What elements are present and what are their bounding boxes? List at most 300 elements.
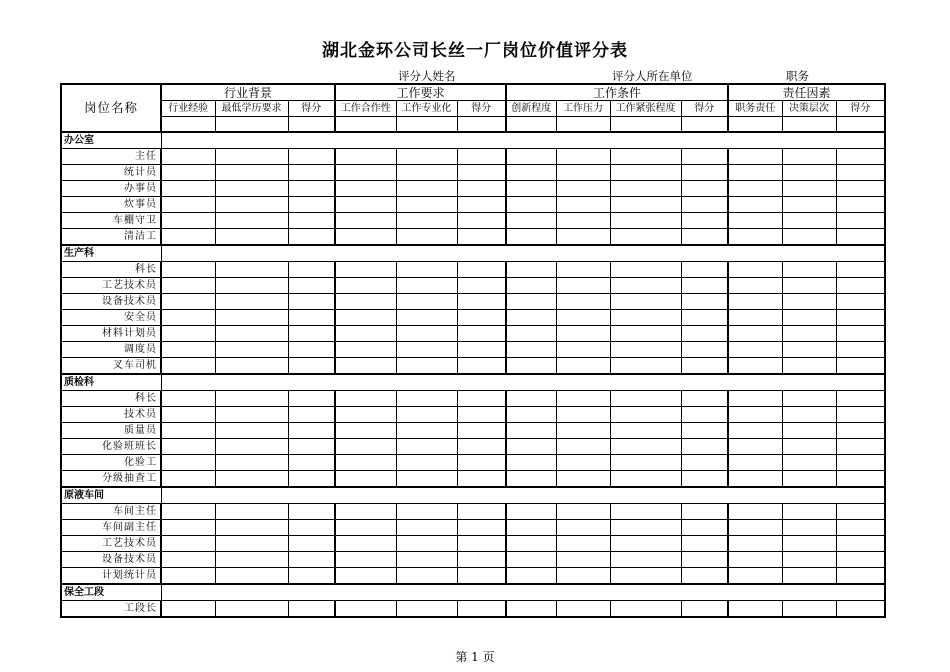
score-cell[interactable] — [161, 326, 215, 342]
score-cell[interactable] — [836, 165, 885, 181]
score-cell[interactable] — [457, 197, 506, 213]
score-cell[interactable] — [396, 326, 457, 342]
score-cell[interactable] — [161, 568, 215, 585]
score-cell[interactable] — [506, 197, 556, 213]
score-cell[interactable] — [335, 391, 396, 407]
score-cell[interactable] — [288, 536, 335, 552]
score-cell[interactable] — [836, 181, 885, 197]
score-cell[interactable] — [556, 181, 610, 197]
score-cell[interactable] — [610, 439, 681, 455]
score-cell[interactable] — [161, 358, 215, 375]
score-cell[interactable] — [556, 165, 610, 181]
score-cell[interactable] — [836, 213, 885, 229]
score-cell[interactable] — [728, 601, 782, 618]
score-cell[interactable] — [836, 439, 885, 455]
score-cell[interactable] — [288, 278, 335, 294]
score-cell[interactable] — [728, 471, 782, 488]
score-cell[interactable] — [610, 149, 681, 165]
score-cell[interactable] — [836, 342, 885, 358]
score-cell[interactable] — [396, 310, 457, 326]
score-cell[interactable] — [556, 342, 610, 358]
score-cell[interactable] — [161, 197, 215, 213]
score-cell[interactable] — [556, 552, 610, 568]
score-cell[interactable] — [215, 197, 288, 213]
score-cell[interactable] — [396, 439, 457, 455]
score-cell[interactable] — [335, 504, 396, 520]
score-cell[interactable] — [681, 423, 728, 439]
score-cell[interactable] — [506, 423, 556, 439]
score-cell[interactable] — [215, 520, 288, 536]
score-cell[interactable] — [782, 439, 836, 455]
score-cell[interactable] — [610, 213, 681, 229]
score-cell[interactable] — [161, 278, 215, 294]
score-cell[interactable] — [728, 536, 782, 552]
score-cell[interactable] — [215, 455, 288, 471]
score-cell[interactable] — [782, 149, 836, 165]
score-cell[interactable] — [506, 536, 556, 552]
score-cell[interactable] — [215, 342, 288, 358]
score-cell[interactable] — [728, 439, 782, 455]
score-cell[interactable] — [681, 165, 728, 181]
score-cell[interactable] — [610, 504, 681, 520]
score-cell[interactable] — [556, 294, 610, 310]
score-cell[interactable] — [728, 504, 782, 520]
score-cell[interactable] — [836, 423, 885, 439]
score-cell[interactable] — [215, 536, 288, 552]
score-cell[interactable] — [396, 262, 457, 278]
score-cell[interactable] — [288, 520, 335, 536]
score-cell[interactable] — [288, 552, 335, 568]
score-cell[interactable] — [396, 181, 457, 197]
score-cell[interactable] — [215, 181, 288, 197]
score-cell[interactable] — [681, 326, 728, 342]
score-cell[interactable] — [506, 326, 556, 342]
score-cell[interactable] — [782, 358, 836, 375]
score-cell[interactable] — [610, 294, 681, 310]
score-cell[interactable] — [836, 601, 885, 618]
score-cell[interactable] — [610, 197, 681, 213]
score-cell[interactable] — [457, 358, 506, 375]
score-cell[interactable] — [681, 278, 728, 294]
score-cell[interactable] — [506, 439, 556, 455]
score-cell[interactable] — [728, 278, 782, 294]
score-cell[interactable] — [782, 504, 836, 520]
score-cell[interactable] — [396, 229, 457, 246]
score-cell[interactable] — [681, 568, 728, 585]
score-cell[interactable] — [288, 455, 335, 471]
score-cell[interactable] — [556, 439, 610, 455]
score-cell[interactable] — [457, 504, 506, 520]
score-cell[interactable] — [506, 552, 556, 568]
score-cell[interactable] — [728, 342, 782, 358]
score-cell[interactable] — [161, 520, 215, 536]
score-cell[interactable] — [610, 278, 681, 294]
score-cell[interactable] — [335, 455, 396, 471]
score-cell[interactable] — [681, 552, 728, 568]
score-cell[interactable] — [335, 536, 396, 552]
score-cell[interactable] — [457, 310, 506, 326]
score-cell[interactable] — [728, 552, 782, 568]
score-cell[interactable] — [782, 181, 836, 197]
score-cell[interactable] — [506, 213, 556, 229]
score-cell[interactable] — [728, 197, 782, 213]
score-cell[interactable] — [681, 536, 728, 552]
score-cell[interactable] — [457, 439, 506, 455]
score-cell[interactable] — [288, 165, 335, 181]
score-cell[interactable] — [681, 407, 728, 423]
score-cell[interactable] — [836, 310, 885, 326]
score-cell[interactable] — [681, 229, 728, 246]
score-cell[interactable] — [506, 310, 556, 326]
score-cell[interactable] — [556, 197, 610, 213]
score-cell[interactable] — [728, 407, 782, 423]
score-cell[interactable] — [335, 181, 396, 197]
score-cell[interactable] — [215, 471, 288, 488]
score-cell[interactable] — [288, 601, 335, 618]
score-cell[interactable] — [396, 165, 457, 181]
score-cell[interactable] — [288, 358, 335, 375]
score-cell[interactable] — [506, 181, 556, 197]
score-cell[interactable] — [335, 165, 396, 181]
score-cell[interactable] — [335, 213, 396, 229]
score-cell[interactable] — [457, 149, 506, 165]
score-cell[interactable] — [215, 229, 288, 246]
score-cell[interactable] — [161, 455, 215, 471]
score-cell[interactable] — [681, 342, 728, 358]
score-cell[interactable] — [728, 391, 782, 407]
score-cell[interactable] — [506, 278, 556, 294]
score-cell[interactable] — [681, 520, 728, 536]
score-cell[interactable] — [556, 520, 610, 536]
score-cell[interactable] — [215, 310, 288, 326]
score-cell[interactable] — [610, 423, 681, 439]
score-cell[interactable] — [782, 165, 836, 181]
score-cell[interactable] — [506, 262, 556, 278]
score-cell[interactable] — [215, 504, 288, 520]
score-cell[interactable] — [782, 342, 836, 358]
score-cell[interactable] — [396, 601, 457, 618]
score-cell[interactable] — [161, 310, 215, 326]
score-cell[interactable] — [728, 520, 782, 536]
score-cell[interactable] — [457, 568, 506, 585]
score-cell[interactable] — [457, 165, 506, 181]
score-cell[interactable] — [335, 197, 396, 213]
score-cell[interactable] — [836, 197, 885, 213]
score-cell[interactable] — [161, 181, 215, 197]
score-cell[interactable] — [610, 601, 681, 618]
score-cell[interactable] — [161, 407, 215, 423]
score-cell[interactable] — [457, 391, 506, 407]
score-cell[interactable] — [161, 471, 215, 488]
score-cell[interactable] — [506, 342, 556, 358]
score-cell[interactable] — [836, 504, 885, 520]
score-cell[interactable] — [288, 262, 335, 278]
score-cell[interactable] — [728, 455, 782, 471]
score-cell[interactable] — [836, 536, 885, 552]
score-cell[interactable] — [782, 197, 836, 213]
score-cell[interactable] — [335, 342, 396, 358]
score-cell[interactable] — [728, 165, 782, 181]
score-cell[interactable] — [288, 504, 335, 520]
score-cell[interactable] — [215, 407, 288, 423]
score-cell[interactable] — [335, 552, 396, 568]
score-cell[interactable] — [610, 391, 681, 407]
score-cell[interactable] — [556, 391, 610, 407]
score-cell[interactable] — [288, 439, 335, 455]
score-cell[interactable] — [288, 423, 335, 439]
score-cell[interactable] — [556, 407, 610, 423]
score-cell[interactable] — [161, 342, 215, 358]
score-cell[interactable] — [836, 568, 885, 585]
score-cell[interactable] — [556, 601, 610, 618]
score-cell[interactable] — [782, 568, 836, 585]
score-cell[interactable] — [782, 326, 836, 342]
score-cell[interactable] — [681, 262, 728, 278]
score-cell[interactable] — [610, 165, 681, 181]
score-cell[interactable] — [288, 471, 335, 488]
score-cell[interactable] — [396, 407, 457, 423]
score-cell[interactable] — [288, 326, 335, 342]
score-cell[interactable] — [506, 391, 556, 407]
score-cell[interactable] — [161, 439, 215, 455]
score-cell[interactable] — [728, 423, 782, 439]
score-cell[interactable] — [782, 601, 836, 618]
score-cell[interactable] — [215, 294, 288, 310]
score-cell[interactable] — [457, 601, 506, 618]
score-cell[interactable] — [457, 536, 506, 552]
score-cell[interactable] — [556, 229, 610, 246]
score-cell[interactable] — [556, 310, 610, 326]
score-cell[interactable] — [215, 278, 288, 294]
score-cell[interactable] — [457, 471, 506, 488]
score-cell[interactable] — [506, 294, 556, 310]
score-cell[interactable] — [782, 262, 836, 278]
score-cell[interactable] — [728, 213, 782, 229]
score-cell[interactable] — [335, 568, 396, 585]
score-cell[interactable] — [335, 294, 396, 310]
score-cell[interactable] — [782, 552, 836, 568]
score-cell[interactable] — [335, 601, 396, 618]
score-cell[interactable] — [782, 455, 836, 471]
score-cell[interactable] — [681, 213, 728, 229]
score-cell[interactable] — [457, 520, 506, 536]
score-cell[interactable] — [215, 358, 288, 375]
score-cell[interactable] — [610, 568, 681, 585]
score-cell[interactable] — [161, 213, 215, 229]
score-cell[interactable] — [836, 520, 885, 536]
score-cell[interactable] — [610, 262, 681, 278]
score-cell[interactable] — [610, 310, 681, 326]
score-cell[interactable] — [335, 407, 396, 423]
score-cell[interactable] — [782, 423, 836, 439]
score-cell[interactable] — [215, 439, 288, 455]
score-cell[interactable] — [610, 455, 681, 471]
score-cell[interactable] — [457, 326, 506, 342]
score-cell[interactable] — [161, 229, 215, 246]
score-cell[interactable] — [335, 423, 396, 439]
score-cell[interactable] — [396, 423, 457, 439]
score-cell[interactable] — [728, 294, 782, 310]
score-cell[interactable] — [681, 471, 728, 488]
score-cell[interactable] — [556, 358, 610, 375]
score-cell[interactable] — [215, 213, 288, 229]
score-cell[interactable] — [556, 423, 610, 439]
score-cell[interactable] — [556, 262, 610, 278]
score-cell[interactable] — [457, 278, 506, 294]
score-cell[interactable] — [681, 455, 728, 471]
score-cell[interactable] — [161, 165, 215, 181]
score-cell[interactable] — [836, 326, 885, 342]
score-cell[interactable] — [506, 568, 556, 585]
score-cell[interactable] — [610, 552, 681, 568]
score-cell[interactable] — [396, 552, 457, 568]
score-cell[interactable] — [506, 504, 556, 520]
score-cell[interactable] — [288, 229, 335, 246]
score-cell[interactable] — [836, 407, 885, 423]
score-cell[interactable] — [288, 342, 335, 358]
score-cell[interactable] — [836, 471, 885, 488]
score-cell[interactable] — [836, 229, 885, 246]
score-cell[interactable] — [782, 213, 836, 229]
score-cell[interactable] — [610, 471, 681, 488]
score-cell[interactable] — [681, 149, 728, 165]
score-cell[interactable] — [556, 326, 610, 342]
score-cell[interactable] — [457, 407, 506, 423]
score-cell[interactable] — [506, 407, 556, 423]
score-cell[interactable] — [506, 358, 556, 375]
score-cell[interactable] — [457, 229, 506, 246]
score-cell[interactable] — [215, 165, 288, 181]
score-cell[interactable] — [396, 504, 457, 520]
score-cell[interactable] — [506, 455, 556, 471]
score-cell[interactable] — [457, 213, 506, 229]
score-cell[interactable] — [396, 358, 457, 375]
score-cell[interactable] — [681, 391, 728, 407]
score-cell[interactable] — [457, 181, 506, 197]
score-cell[interactable] — [335, 310, 396, 326]
score-cell[interactable] — [288, 407, 335, 423]
score-cell[interactable] — [681, 439, 728, 455]
score-cell[interactable] — [610, 358, 681, 375]
score-cell[interactable] — [681, 601, 728, 618]
score-cell[interactable] — [335, 326, 396, 342]
score-cell[interactable] — [215, 149, 288, 165]
score-cell[interactable] — [836, 455, 885, 471]
score-cell[interactable] — [396, 342, 457, 358]
score-cell[interactable] — [610, 520, 681, 536]
score-cell[interactable] — [681, 181, 728, 197]
score-cell[interactable] — [161, 391, 215, 407]
score-cell[interactable] — [610, 326, 681, 342]
score-cell[interactable] — [782, 310, 836, 326]
score-cell[interactable] — [782, 536, 836, 552]
score-cell[interactable] — [681, 358, 728, 375]
score-cell[interactable] — [457, 262, 506, 278]
score-cell[interactable] — [556, 213, 610, 229]
score-cell[interactable] — [161, 294, 215, 310]
score-cell[interactable] — [396, 149, 457, 165]
score-cell[interactable] — [215, 391, 288, 407]
score-cell[interactable] — [396, 520, 457, 536]
score-cell[interactable] — [161, 262, 215, 278]
score-cell[interactable] — [335, 358, 396, 375]
score-cell[interactable] — [728, 310, 782, 326]
score-cell[interactable] — [782, 520, 836, 536]
score-cell[interactable] — [610, 536, 681, 552]
score-cell[interactable] — [215, 601, 288, 618]
score-cell[interactable] — [396, 568, 457, 585]
score-cell[interactable] — [288, 213, 335, 229]
score-cell[interactable] — [836, 391, 885, 407]
score-cell[interactable] — [556, 568, 610, 585]
score-cell[interactable] — [610, 407, 681, 423]
score-cell[interactable] — [335, 278, 396, 294]
score-cell[interactable] — [728, 326, 782, 342]
score-cell[interactable] — [288, 197, 335, 213]
score-cell[interactable] — [556, 149, 610, 165]
score-cell[interactable] — [728, 181, 782, 197]
score-cell[interactable] — [681, 197, 728, 213]
score-cell[interactable] — [396, 391, 457, 407]
score-cell[interactable] — [161, 601, 215, 618]
score-cell[interactable] — [457, 455, 506, 471]
score-cell[interactable] — [288, 568, 335, 585]
score-cell[interactable] — [335, 520, 396, 536]
score-cell[interactable] — [161, 536, 215, 552]
score-cell[interactable] — [288, 294, 335, 310]
score-cell[interactable] — [556, 278, 610, 294]
score-cell[interactable] — [556, 504, 610, 520]
score-cell[interactable] — [836, 262, 885, 278]
score-cell[interactable] — [610, 229, 681, 246]
score-cell[interactable] — [836, 294, 885, 310]
score-cell[interactable] — [782, 278, 836, 294]
score-cell[interactable] — [396, 197, 457, 213]
score-cell[interactable] — [728, 262, 782, 278]
score-cell[interactable] — [506, 601, 556, 618]
score-cell[interactable] — [215, 568, 288, 585]
score-cell[interactable] — [396, 471, 457, 488]
score-cell[interactable] — [288, 391, 335, 407]
score-cell[interactable] — [396, 294, 457, 310]
score-cell[interactable] — [836, 278, 885, 294]
score-cell[interactable] — [335, 229, 396, 246]
score-cell[interactable] — [836, 149, 885, 165]
score-cell[interactable] — [728, 149, 782, 165]
score-cell[interactable] — [681, 294, 728, 310]
score-cell[interactable] — [161, 504, 215, 520]
score-cell[interactable] — [288, 181, 335, 197]
score-cell[interactable] — [457, 423, 506, 439]
score-cell[interactable] — [396, 278, 457, 294]
score-cell[interactable] — [288, 149, 335, 165]
score-cell[interactable] — [782, 294, 836, 310]
score-cell[interactable] — [681, 310, 728, 326]
score-cell[interactable] — [782, 471, 836, 488]
score-cell[interactable] — [161, 552, 215, 568]
score-cell[interactable] — [782, 391, 836, 407]
score-cell[interactable] — [335, 471, 396, 488]
score-cell[interactable] — [161, 423, 215, 439]
score-cell[interactable] — [335, 149, 396, 165]
score-cell[interactable] — [506, 165, 556, 181]
score-cell[interactable] — [728, 229, 782, 246]
score-cell[interactable] — [506, 149, 556, 165]
score-cell[interactable] — [457, 552, 506, 568]
score-cell[interactable] — [215, 423, 288, 439]
score-cell[interactable] — [556, 536, 610, 552]
score-cell[interactable] — [506, 471, 556, 488]
